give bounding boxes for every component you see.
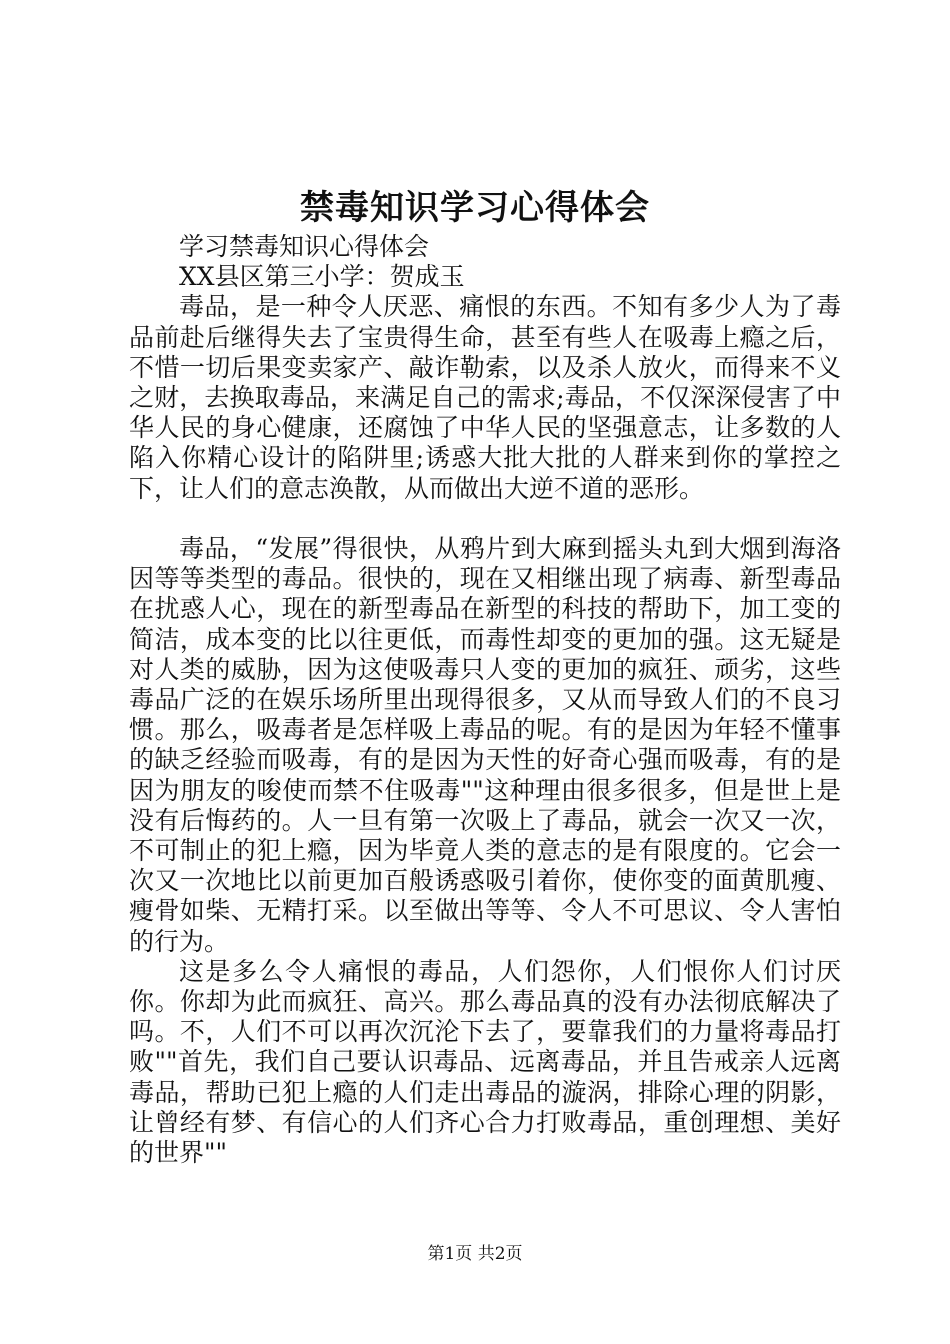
paragraph-1: 毒品，是一种令人厌恶、痛恨的东西。不知有多少人为了毒品前赴后继得失去了宝贵得生命，甚至有些人在吸毒上瘾之后，不惜一切后果变卖家产、敲诈勒索，以及杀人放火，而得来不义之财，去换取毒品，来满足自己的需求;毒品，不仅深深侵害了中华人民的身心健康，还腐蚀了中华人民的坚强意志，让多数的人陷入你精心设计的陷阱里;诱惑大批大批的人群来到你的掌控之下，让人们的意志涣散，从而做出大逆不道的恶形。 bbox=[129, 292, 841, 503]
document-body bbox=[129, 232, 841, 1168]
subtitle-line: 学习禁毒知识心得体会 bbox=[179, 232, 430, 261]
document-title: 禁毒知识学习心得体会 bbox=[300, 188, 650, 228]
paragraph-spacer bbox=[129, 504, 841, 534]
page-footer: 第1页 共2页 bbox=[427, 1244, 523, 1264]
paragraph-3: 这是多么令人痛恨的毒品，人们怨你，人们恨你人们讨厌你。你却为此而疯狂、高兴。那么毒品真的没有办法彻底解决了吗。不，人们不可以再次沉沦下去了，要靠我们的力量将毒品打败""首先，我们自己要认识毒品、远离毒品，并且告戒亲人远离毒品，帮助已犯上瘾的人们走出毒品的漩涡，排除心理的阴影，让曾经有梦、有信心的人们齐心合力打败毒品，重创理想、美好的世界"" bbox=[129, 956, 841, 1168]
author-line: XX县区第三小学：贺成玉 bbox=[179, 262, 465, 292]
paragraph-2: 毒品，“发展”得很快，从鸦片到大麻到摇头丸到大烟到海洛因等等类型的毒品。很快的，现在又相继出现了病毒、新型毒品在扰惑人心，现在的新型毒品在新型的科技的帮助下，加工变的简洁，成本变的比以往更低，而毒性却变的更加的强。这无疑是对人类的威胁，因为这使吸毒只人变的更加的疯狂、顽劣，这些毒品广泛的在娱乐场所里出现得很多，又从而导致人们的不良习惯。那么，吸毒者是怎样吸上毒品的呢。有的是因为年轻不懂事的缺乏经验而吸毒，有的是因为天性的好奇心强而吸毒，有的是因为朋友的唆使而禁不住吸毒""这种理由很多很多，但是世上是没有后悔药的。人一旦有第一次吸上了毒品，就会一次又一次，不可制止的犯上瘾，因为毕竟人类的意志的是有限度的。它会一次又一次地比以前更加百般诱惑吸引着你，使你变的面黄肌瘦、瘦骨如柴、无精打采。以至做出等等、令人不可思议、令人害怕的行为。 bbox=[129, 534, 841, 956]
